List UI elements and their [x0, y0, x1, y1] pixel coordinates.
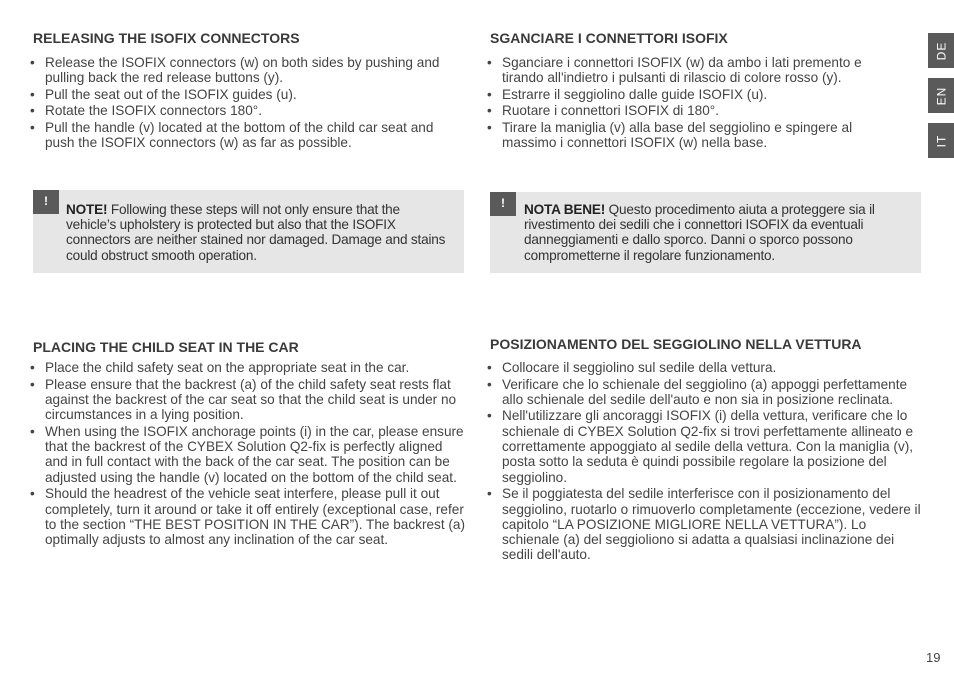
list-item: • Please ensure that the backrest (a) of the child safety seat rests flat against the backrest of the car seat so that the child seat is under no circumstances in a lying position. — [29, 377, 467, 423]
nota-bene-text — [524, 202, 908, 263]
lang-tab-label: EN — [933, 86, 948, 105]
releasing-isofix-heading: RELEASING THE ISOFIX CONNECTORS — [33, 30, 300, 46]
note-text — [66, 202, 451, 263]
list-item: • Ruotare i connettori ISOFIX di 180°. — [486, 103, 906, 118]
list-item: • Tirare la maniglia (v) alla base del seggiolino e spingere al massimo i connettori ISOFIX (w) nella base. — [486, 120, 906, 151]
list-item: • Sganciare i connettori ISOFIX (w) da ambo i lati premento e tirando all'indietro i pulsanti di rilascio di colore rosso (y). — [486, 55, 906, 86]
list-item: • Rotate the ISOFIX connectors 180°. — [29, 103, 454, 118]
list-item: • Place the child safety seat on the appropriate seat in the car. — [29, 360, 467, 375]
list-item: • Se il poggiatesta del sedile interferisce con il posizionamento del seggiolino, ruotarlo o rimuoverlo completamente (eccezione, vedere il capitolo “LA POSIZIONE MIGLIORE NELLA VETTURA”). Lo schienale (a) del seggioliono si adatta a qualsiasi inclinazione dei sedili dell'auto. — [486, 486, 926, 562]
nota-bene-box — [490, 192, 921, 273]
warning-icon: ! — [33, 190, 59, 214]
list-item: • Pull the seat out of the ISOFIX guides (u). — [29, 87, 454, 102]
page-number: 19 — [926, 650, 941, 665]
lang-tab-label: DE — [933, 41, 948, 60]
lang-tab-label: IT — [933, 134, 948, 147]
lang-tab-it[interactable] — [928, 123, 954, 158]
releasing-isofix-steps — [29, 55, 454, 152]
sganciare-isofix-steps — [486, 55, 906, 152]
sganciare-isofix-heading: SGANCIARE I CONNETTORI ISOFIX — [490, 30, 728, 46]
list-item: • Verificare che lo schienale del seggiolino (a) appoggi perfettamente allo schienale del sedile dell'auto e non sia in posizione reclinata. — [486, 377, 926, 408]
note-body: Following these steps will not only ensure that the vehicle’s upholstery is protected but also that the ISOFIX connectors are neither stained nor damaged. Damage and stains could obstruct smooth operation. — [66, 202, 446, 263]
warning-icon: ! — [490, 192, 516, 216]
list-item: • Release the ISOFIX connectors (w) on both sides by pushing and pulling back the red release buttons (y). — [29, 55, 454, 86]
list-item: • Should the headrest of the vehicle seat interfere, please pull it out completely, turn it around or take it off entirely (exceptional case, refer to the section “THE BEST POSITION IN THE CAR”). The backrest (a) optimally adjusts to almost any inclination of the car seat. — [29, 486, 467, 547]
list-item: • Pull the handle (v) located at the bottom of the child car seat and push the ISOFIX connectors (w) as far as possible. — [29, 120, 454, 151]
note-label: NOTA BENE! — [524, 202, 606, 217]
note-label: NOTE! — [66, 202, 108, 217]
list-item: • Estrarre il seggiolino dalle guide ISOFIX (u). — [486, 87, 906, 102]
placing-child-seat-heading: PLACING THE CHILD SEAT IN THE CAR — [33, 339, 299, 355]
list-item: • When using the ISOFIX anchorage points (i) in the car, please ensure that the backrest of the CYBEX Solution Q2-fix is perfectly aligned and in full contact with the back of the car seat. The position can be adjusted using the handle (v) located on the bottom of the child seat. — [29, 424, 467, 485]
list-item: • Nell'utilizzare gli ancoraggi ISOFIX (i) della vettura, verificare che lo schienale di CYBEX Solution Q2-fix si trovi perfettamente allineato e correttamente appoggiato al sedile della vettura. Con la maniglia (v), posta sotto la seduta è quindi possibile regolare la posizione del seggiolino. — [486, 408, 926, 484]
placing-child-seat-steps — [29, 360, 467, 549]
note-body: Questo procedimento aiuta a proteggere sia il rivestimento dei sedili che i connettori ISOFIX da eventuali danneggiamenti e dallo sporco. Danni o sporco possono comprometterne il regolare funzionamento. — [524, 202, 875, 263]
posizionamento-steps — [486, 360, 926, 564]
note-box — [33, 190, 464, 273]
list-item: • Collocare il seggiolino sul sedile della vettura. — [486, 360, 926, 375]
posizionamento-heading: POSIZIONAMENTO DEL SEGGIOLINO NELLA VETTURA — [490, 336, 862, 352]
lang-tab-de[interactable] — [928, 33, 954, 68]
lang-tab-en[interactable] — [928, 78, 954, 113]
